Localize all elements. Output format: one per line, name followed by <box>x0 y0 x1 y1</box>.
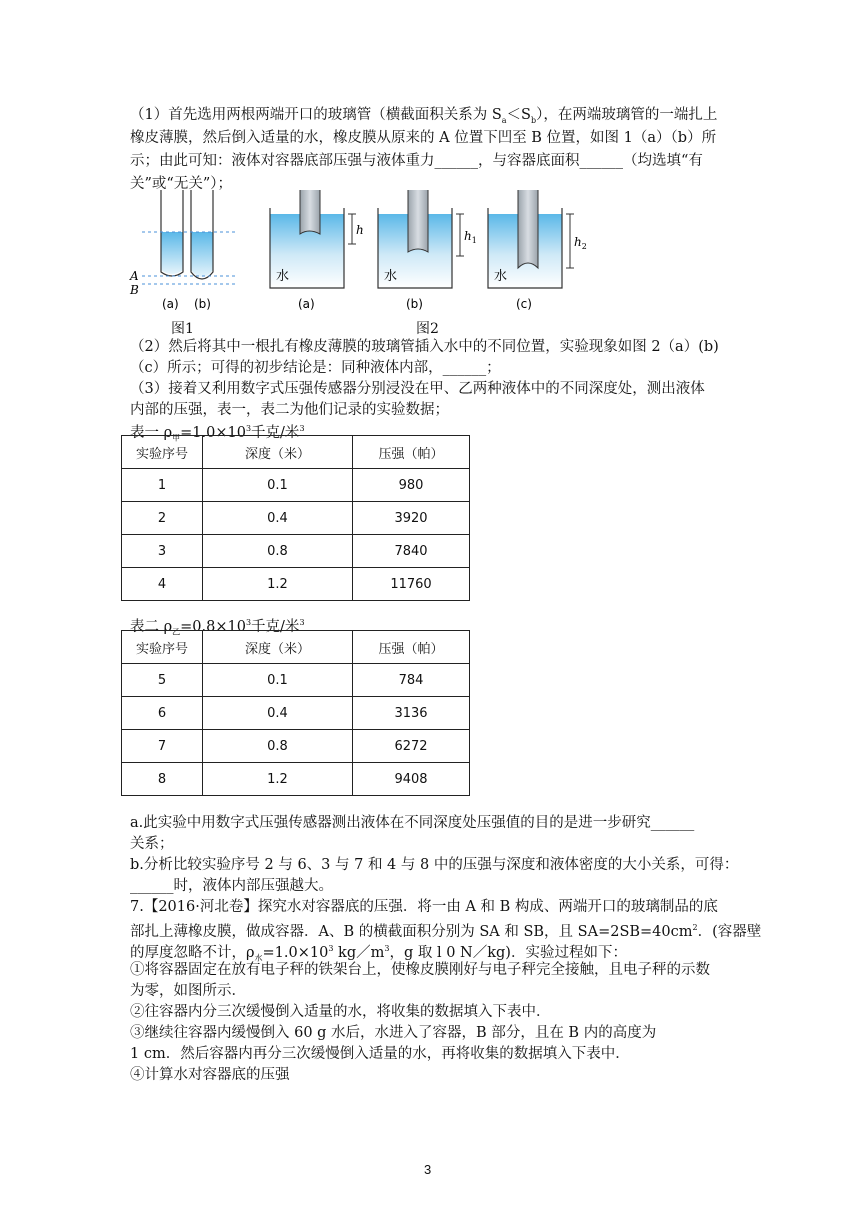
table-header-row <box>122 631 470 664</box>
q3-line2: 内部的压强，表一，表二为他们记录的实验数据； <box>130 402 449 418</box>
q1-text-c: ），在两端玻璃管的一端扎上 <box>536 107 718 123</box>
table-header-row <box>122 436 470 469</box>
table-row <box>122 697 470 730</box>
q1-sub-b: b <box>530 115 537 125</box>
table-cell: 4 <box>122 568 203 601</box>
q2-line1: （2）然后将其中一根扎有橡皮薄膜的玻璃管插入水中的不同位置，实验现象如图 2（a）(b) <box>130 339 719 355</box>
q7-line1: 7.【2016·河北卷】探究水对容器底的压强．将一由 A 和 B 构成、两端开口的玻璃制品的底 <box>130 899 718 915</box>
fig1-label-B: B <box>130 283 139 297</box>
table-cell: 3 <box>122 535 203 568</box>
table-cell: 980 <box>353 469 470 502</box>
table2-title: 表二 $\rho_乙=0.8\times 10^3$千克/米$^3$ <box>130 618 305 637</box>
table-cell: 5 <box>122 664 203 697</box>
table-row <box>122 664 470 697</box>
header-cell: 压强（帕） <box>353 631 470 664</box>
q7-step4: ④计算水对容器底的压强 <box>130 1067 290 1083</box>
q7-step3-line1: ③继续往容器内缓慢倒入 60 g 水后，水进入了容器，B 部分，且在 B 内的高度为 <box>130 1025 657 1041</box>
table-cell: 8 <box>122 763 203 796</box>
beaker-b <box>378 190 477 288</box>
figure-1-caption: 图1 <box>171 321 194 337</box>
fig2-label-h1: $h_1$ <box>464 229 477 245</box>
q7-step3-line2: 1 cm．然后容器内再分三次缓慢倒入适量的水，再将收集的数据填入下表中． <box>130 1046 630 1062</box>
fig2-label-c: (c) <box>516 297 532 311</box>
fig1-label-A: A <box>130 269 139 283</box>
fig2-water-b: 水 <box>384 269 398 284</box>
table-row <box>122 535 470 568</box>
q1-text-b: ＜S <box>506 107 531 123</box>
q7-step1-line1: ①将容器固定在放有电子秤的铁架台上，使橡皮膜刚好与电子秤完全接触，且电子秤的示数 <box>130 962 710 978</box>
table-2 <box>121 630 470 796</box>
header-cell: 压强（帕） <box>353 436 470 469</box>
fig1-label-a: (a) <box>162 297 179 311</box>
table-cell: 6272 <box>353 730 470 763</box>
header-cell: 实验序号 <box>122 436 203 469</box>
table-cell: 7 <box>122 730 203 763</box>
fig2-label-a: (a) <box>298 297 315 311</box>
beaker-a <box>270 190 364 288</box>
table-cell: 3920 <box>353 502 470 535</box>
table1-title: 表一 $\rho_甲=1.0\times 10^3$千克/米$^3$ <box>130 424 305 443</box>
fig2-label-h: h <box>356 223 364 237</box>
table-row <box>122 502 470 535</box>
table-cell: 0.1 <box>203 664 353 697</box>
table-cell: 1.2 <box>203 568 353 601</box>
q2-line2: （c）所示；可得的初步结论是：同种液体内部，______； <box>130 360 501 376</box>
table-cell: 784 <box>353 664 470 697</box>
page-number: 3 <box>424 1162 432 1177</box>
figure-2-caption: 图2 <box>416 321 439 337</box>
figure-1-tubes <box>128 188 240 318</box>
table-cell: 0.8 <box>203 535 353 568</box>
analysis-a-line2: 关系； <box>130 836 174 852</box>
analysis-b-line2: ______时，液体内部压强越大。 <box>130 878 333 894</box>
fig1-label-b: (b) <box>194 297 211 311</box>
analysis-b-line1: b.分析比较实验序号 2 与 6、3 与 7 和 4 与 8 中的压强与深度和液体密度的大小关系，可得： <box>130 857 739 873</box>
table-cell: 6 <box>122 697 203 730</box>
fig2-label-h2: $h_2$ <box>574 235 587 251</box>
beaker-c <box>488 190 587 288</box>
table-row <box>122 568 470 601</box>
q1-sub-a: a <box>501 115 507 125</box>
fig2-water-c: 水 <box>494 269 508 284</box>
table-cell: 0.1 <box>203 469 353 502</box>
header-cell: 实验序号 <box>122 631 203 664</box>
fig2-water-a: 水 <box>276 269 290 284</box>
q7-step2: ②往容器内分三次缓慢倒入适量的水，将收集的数据填入下表中． <box>130 1004 551 1020</box>
table-cell: 0.4 <box>203 502 353 535</box>
table-1 <box>121 435 470 601</box>
q7-line2: 部扎上薄橡皮膜，做成容器．A、B 的横截面积分别为 SA 和 SB，且 $SA=2SB=40cm^2$．(容器壁 <box>130 923 762 940</box>
q7-step1-line2: 为零，如图所示． <box>130 983 246 999</box>
figure-2-beakers <box>264 188 594 318</box>
table-cell: 11760 <box>353 568 470 601</box>
q3-line1: （3）接着又利用数字式压强传感器分别浸没在甲、乙两种液体中的不同深度处，测出液体 <box>130 381 705 397</box>
analysis-a-line1: a.此实验中用数字式压强传感器测出液体在不同深度处压强值的目的是进一步研究______ <box>130 815 695 831</box>
header-cell: 深度（米） <box>203 631 353 664</box>
table-cell: 3136 <box>353 697 470 730</box>
q1-line2: 橡皮薄膜，然后倒入适量的水，橡皮膜从原来的 A 位置下凹至 B 位置，如图 1（a）（b）所 <box>130 130 717 146</box>
q1-line3: 示；由此可知：液体对容器底部压强与液体重力______，与容器底面积______（均选填“有 <box>130 153 703 169</box>
table-cell: 2 <box>122 502 203 535</box>
table-cell: 7840 <box>353 535 470 568</box>
fig2-label-b: (b) <box>406 297 423 311</box>
table-cell: 1 <box>122 469 203 502</box>
table-row <box>122 763 470 796</box>
table-cell: 0.8 <box>203 730 353 763</box>
header-cell: 深度（米） <box>203 436 353 469</box>
table-row <box>122 730 470 763</box>
table-cell: 1.2 <box>203 763 353 796</box>
q1-line4: 关”或“无关”）； <box>130 176 232 192</box>
q1-text: （1）首先选用两根两端开口的玻璃管（横截面积关系为 S <box>130 107 502 123</box>
table-cell: 9408 <box>353 763 470 796</box>
table-row <box>122 469 470 502</box>
table-cell: 0.4 <box>203 697 353 730</box>
q7-line3: 的厚度忽略不计，$\rho_水=1.0\times 10^3$ $kg/m^3$，g 取 l 0 N／kg)．实验过程如下： <box>130 944 627 963</box>
